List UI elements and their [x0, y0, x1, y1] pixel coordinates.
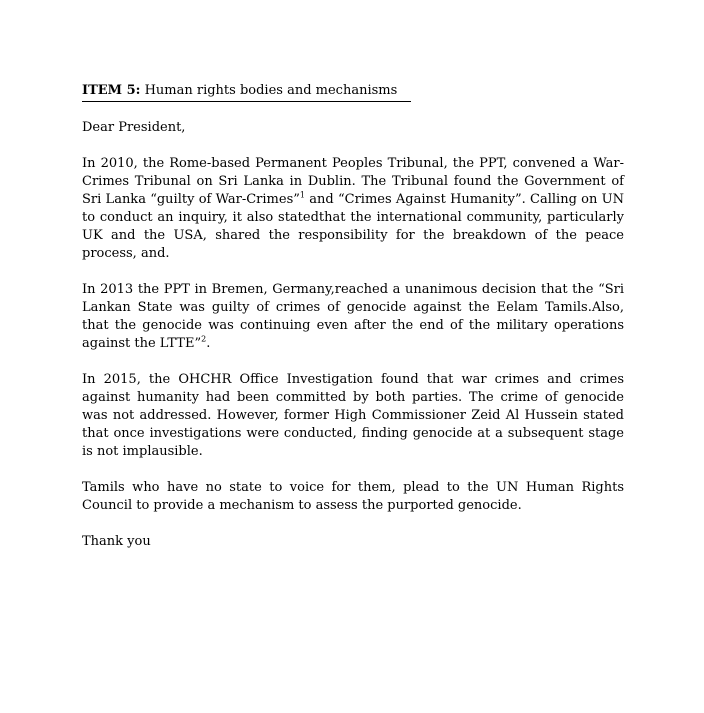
paragraph-ppt-2010: [82, 155, 624, 263]
paragraph-ppt-2013: [82, 281, 624, 353]
paragraph-text: and “Crimes Against Humanity”. Calling on UN to conduct an inquiry, it also statedthat the international community, particularly UK and the USA, shared the responsibility for the breakdown of the peace process, and.: [82, 192, 624, 261]
footnote-ref-1: 1: [299, 190, 305, 200]
item-heading: [82, 82, 411, 102]
item-title: Human rights bodies and mechanisms: [140, 83, 398, 98]
paragraph-text: .: [206, 336, 211, 351]
item-label: ITEM 5:: [82, 83, 141, 98]
closing: Thank you: [82, 534, 151, 549]
document-page: [82, 82, 624, 551]
paragraph-plea: Tamils who have no state to voice for them, plead to the UN Human Rights Council to provide a mechanism to assess the purported genocide.: [82, 480, 624, 513]
salutation: Dear President,: [82, 120, 186, 135]
footnote-ref-2: 2: [201, 334, 207, 344]
paragraph-text: In 2010, the Rome-based Permanent Peoples Tribunal, the PPT, convened a War-Crimes Tribunal on Sri Lanka in Dublin. The Tribunal found the Government of Sri Lanka “guilty of War-Crimes”: [82, 156, 624, 207]
paragraph-text: In 2013 the PPT in Bremen, Germany,reached a unanimous decision that the “Sri Lankan State was guilty of crimes of genocide against the Eelam Tamils.Also, that the genocide was continuing even after the end of the military operations against the LTTE”: [82, 282, 624, 351]
paragraph-ohchr-2015: In 2015, the OHCHR Office Investigation found that war crimes and crimes against humanity had been committed by both parties. The crime of genocide was not addressed. However, former High Commissioner Zeid Al Hussein stated that once investigations were conducted, finding genocide at a subsequent stage is not implausible.: [82, 372, 624, 459]
